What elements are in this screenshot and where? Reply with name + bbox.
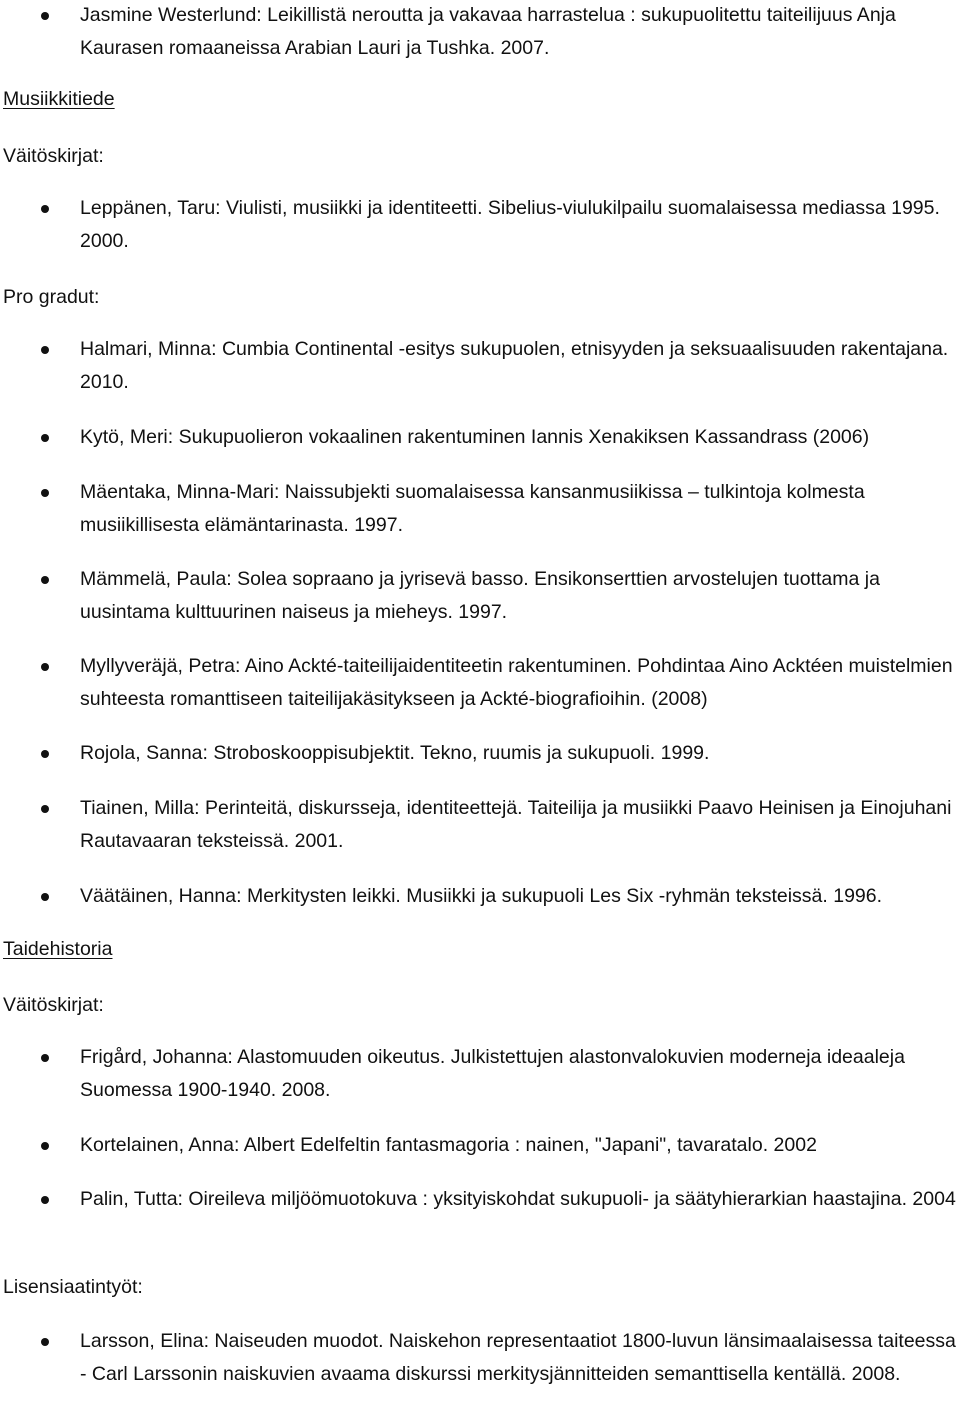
- bullet-icon: [41, 663, 49, 671]
- list-item: Myllyveräjä, Petra: Aino Ackté-taiteilijaidentiteetin rakentuminen. Pohdintaa Aino Acktéen muistelmien suhteesta romanttiseen taiteilijakäsitykseen ja Ackté-biografioihin. (2008): [80, 650, 958, 716]
- list-item: Kortelainen, Anna: Albert Edelfeltin fantasmagoria : nainen, "Japani", tavaratalo. 2002: [80, 1129, 958, 1162]
- bullet-icon: [41, 1142, 49, 1150]
- bullet-icon: [41, 805, 49, 813]
- subheading-pro-gradut: Pro gradut:: [3, 286, 100, 308]
- list-item: Palin, Tutta: Oireileva miljöömuotokuva : yksityiskohdat sukupuoli- ja säätyhierarkian haastajina. 2004: [80, 1183, 958, 1216]
- list-item: Leppänen, Taru: Viulisti, musiikki ja identiteetti. Sibelius-viulukilpailu suomalaisessa mediassa 1995. 2000.: [80, 192, 958, 258]
- list-item: Kytö, Meri: Sukupuolieron vokaalinen rakentuminen Iannis Xenakiksen Kassandrass (2006): [80, 421, 958, 454]
- subheading-vaitoskirjat: Väitöskirjat:: [3, 145, 104, 167]
- bullet-icon: [41, 893, 49, 901]
- list-item: Frigård, Johanna: Alastomuuden oikeutus. Julkistettujen alastonvalokuvien moderneja ideaaleja Suomessa 1900-1940. 2008.: [80, 1041, 958, 1107]
- list-item: Mämmelä, Paula: Solea sopraano ja jyrisevä basso. Ensikonserttien arvostelujen tuottama ja uusintama kulttuurinen naiseus ja mieheys. 1997.: [80, 563, 958, 629]
- bullet-icon: [41, 346, 49, 354]
- bullet-icon: [41, 1054, 49, 1062]
- list-item: Tiainen, Milla: Perinteitä, diskursseja, identiteettejä. Taiteilija ja musiikki Paavo Heinisen ja Einojuhani Rautavaaran teksteissä. 2001.: [80, 792, 958, 858]
- section-heading-taidehistoria: Taidehistoria: [3, 938, 113, 960]
- bullet-icon: [41, 205, 49, 213]
- bullet-icon: [41, 434, 49, 442]
- list-item: Larsson, Elina: Naiseuden muodot. Naiskehon representaatiot 1800-luvun länsimaalaisessa taiteessa - Carl Larssonin naiskuvien avaama diskurssi merkitysjännitteiden semanttisella kentällä. 2008.: [80, 1325, 958, 1391]
- bullet-icon: [41, 489, 49, 497]
- list-item: Väätäinen, Hanna: Merkitysten leikki. Musiikki ja sukupuoli Les Six -ryhmän teksteissä. 1996.: [80, 880, 958, 913]
- list-item: Halmari, Minna: Cumbia Continental -esitys sukupuolen, etnisyyden ja seksuaalisuuden rakentajana. 2010.: [80, 333, 958, 399]
- list-item: Jasmine Westerlund: Leikillistä neroutta ja vakavaa harrastelua : sukupuolitettu taiteilijuus Anja Kaurasen romaaneissa Arabian Lauri ja Tushka. 2007.: [80, 0, 958, 65]
- list-item: Mäentaka, Minna-Mari: Naissubjekti suomalaisessa kansanmusiikissa – tulkintoja kolmesta musiikillisesta elämäntarinasta. 1997.: [80, 476, 958, 542]
- list-item: Rojola, Sanna: Stroboskooppisubjektit. Tekno, ruumis ja sukupuoli. 1999.: [80, 737, 958, 770]
- subheading-vaitoskirjat: Väitöskirjat:: [3, 994, 104, 1016]
- section-heading-musiikkitiede: Musiikkitiede: [3, 88, 115, 110]
- subheading-lisensiaatintyot: Lisensiaatintyöt:: [3, 1276, 143, 1298]
- bullet-icon: [41, 1196, 49, 1204]
- bullet-icon: [41, 576, 49, 584]
- bullet-icon: [41, 12, 49, 20]
- bullet-icon: [41, 750, 49, 758]
- bullet-icon: [41, 1338, 49, 1346]
